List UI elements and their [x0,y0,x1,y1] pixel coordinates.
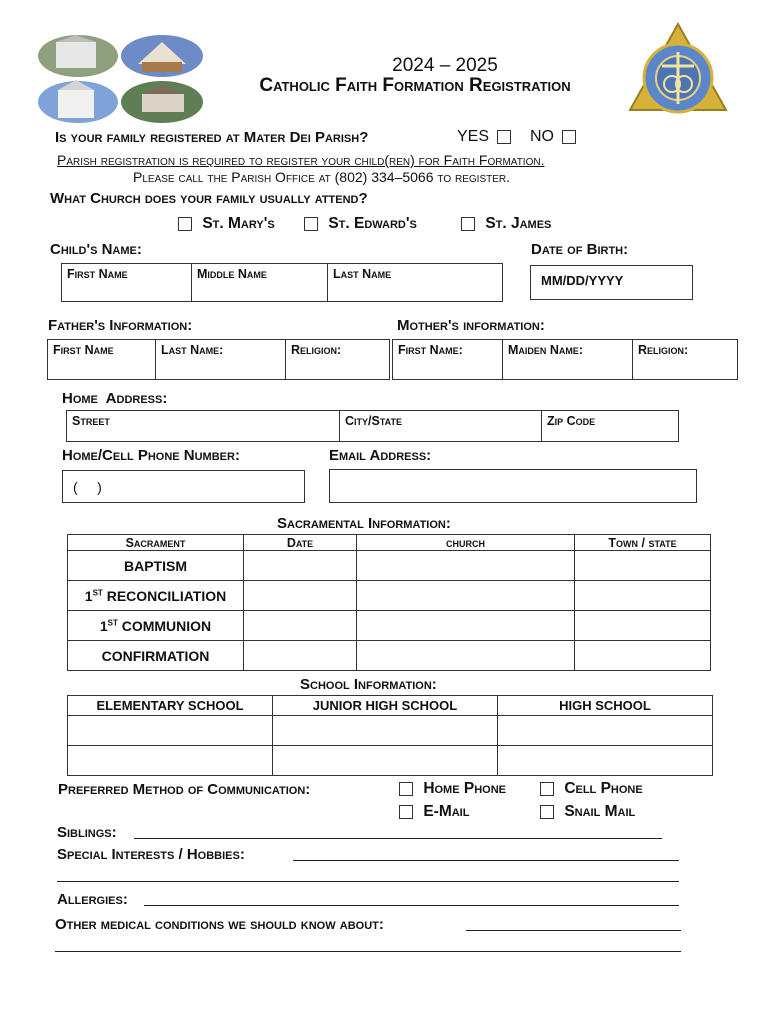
mother-maiden-name-label: Maiden Name: [508,343,584,357]
high-school-cell-1[interactable] [498,716,713,746]
table-row [68,581,711,611]
home-address-label: Home Address: [62,390,168,407]
father-first-name-field[interactable] [48,340,156,379]
email-option-label: E-Mail [423,803,470,820]
communion-church-cell[interactable] [357,611,575,641]
table-row [68,716,713,746]
church-photos-collage [38,34,204,124]
comm-option-cell-phone [540,780,643,798]
elementary-cell-1[interactable] [68,716,273,746]
table-row [68,641,711,671]
no-label: NO [530,128,554,145]
town-state-col-header: Town / state [575,535,711,551]
reconciliation-town-cell[interactable] [575,581,711,611]
comm-option-snail-mail [540,803,635,821]
date-col-header: Date [244,535,357,551]
yes-label: YES [457,128,490,145]
communion-ordinal: 1 [99,617,108,634]
school-table [67,695,713,776]
reconciliation-church-cell[interactable] [357,581,575,611]
table-row [68,551,711,581]
city-state-label: City/State [345,414,402,428]
church-col-header: church [357,535,575,551]
registration-notice-2: Please call the Parish Office at (802) 334–5066 to register. [133,169,510,185]
comm-option-home-phone [399,780,506,798]
church-option-st-marys [178,215,275,233]
registration-notice-1: Parish registration is required to register your child(ren) for Faith Formation. [57,152,545,168]
siblings-label: Siblings: [57,824,117,841]
interests-line-2[interactable] [57,881,679,882]
communion-date-cell[interactable] [244,611,357,641]
yes-checkbox[interactable] [497,130,511,144]
mother-fields [392,339,738,380]
high-school-cell-2[interactable] [498,746,713,776]
table-row [68,611,711,641]
child-last-name-label: Last Name [333,267,392,281]
child-name-fields [61,263,503,302]
high-school-col-header: HIGH SCHOOL [498,696,713,716]
phone-label: Home/Cell Phone Number: [62,447,240,464]
child-middle-name-field[interactable] [192,264,328,301]
st-marys-checkbox[interactable] [178,217,192,231]
phone-area-code: ( ) [73,479,102,495]
communion-town-cell[interactable] [575,611,711,641]
elementary-col-header: ELEMENTARY SCHOOL [68,696,273,716]
dob-label: Date of Birth: [531,241,629,258]
junior-high-col-header: JUNIOR HIGH SCHOOL [273,696,498,716]
st-edwards-label: St. Edward's [328,215,417,232]
church-option-st-edwards [304,215,417,233]
allergies-label: Allergies: [57,891,128,908]
father-last-name-label: Last Name: [161,343,224,357]
cell-phone-label: Cell Phone [564,780,643,797]
child-first-name-label: First Name [67,267,128,281]
child-last-name-field[interactable] [328,264,501,301]
church-question: What Church does your family usually attend? [50,190,368,207]
junior-high-cell-2[interactable] [273,746,498,776]
table-row [68,746,713,776]
father-religion-label: Religion: [291,343,342,357]
father-fields [47,339,390,380]
church-option-st-james [461,215,551,233]
mother-religion-field[interactable] [633,340,736,379]
allergies-line[interactable] [144,905,679,906]
sacraments-table [67,534,711,671]
phone-field[interactable] [62,470,305,503]
school-info-title: School Information: [300,676,437,693]
child-name-label: Child's Name: [50,241,142,258]
zip-code-label: Zip Code [547,414,596,428]
dob-placeholder: MM/DD/YYYY [541,273,624,288]
home-phone-checkbox[interactable] [399,782,413,796]
address-fields [66,410,679,442]
email-label: Email Address: [329,447,432,464]
communion-label [68,611,244,641]
yes-option [457,128,511,146]
confirmation-town-cell[interactable] [575,641,711,671]
father-first-name-label: First Name [53,343,114,357]
mother-maiden-name-field[interactable] [503,340,633,379]
registration-question: Is your family registered at Mater Dei Parish? [55,129,369,146]
father-last-name-field[interactable] [156,340,286,379]
reconciliation-ordinal-sup: ST [92,587,103,597]
page-title: Catholic Faith Formation Registration [259,75,571,96]
snail-mail-label: Snail Mail [564,803,636,820]
reconciliation-ordinal: 1 [84,587,93,604]
society-seal-logo [628,22,728,118]
home-phone-label: Home Phone [423,780,506,797]
communication-label: Preferred Method of Communication: [58,781,311,798]
medical-line[interactable] [466,930,681,931]
street-field[interactable] [67,411,340,441]
email-field[interactable] [329,469,697,503]
header-year: 2024 – 2025 [392,55,498,76]
siblings-line[interactable] [134,838,662,839]
communion-name: COMMUNION [121,617,212,634]
interests-line[interactable] [293,860,679,861]
snail-mail-checkbox[interactable] [540,805,554,819]
dob-field[interactable] [530,265,693,300]
baptism-date-cell[interactable] [244,551,357,581]
confirmation-church-cell[interactable] [357,641,575,671]
st-james-label: St. James [485,215,552,232]
child-first-name-field[interactable] [62,264,192,301]
mother-religion-label: Religion: [638,343,689,357]
city-state-field[interactable] [340,411,542,441]
reconciliation-date-cell[interactable] [244,581,357,611]
reconciliation-label [68,581,244,611]
street-label: Street [72,414,110,428]
mother-info-label: Mother's information: [397,317,545,334]
baptism-label: BAPTISM [68,551,244,581]
cell-phone-checkbox[interactable] [540,782,554,796]
no-checkbox[interactable] [562,130,576,144]
confirmation-label: CONFIRMATION [68,641,244,671]
sacrament-col-header: Sacrament [68,535,244,551]
reconciliation-name: RECONCILIATION [106,587,227,604]
junior-high-cell-1[interactable] [273,716,498,746]
st-marys-label: St. Mary's [202,215,275,232]
baptism-town-cell[interactable] [575,551,711,581]
medical-line-2[interactable] [55,951,681,952]
child-middle-name-label: Middle Name [197,267,267,281]
communion-ordinal-sup: ST [107,617,118,627]
mother-first-name-label: First Name: [398,343,463,357]
zip-code-field[interactable] [542,411,677,441]
elementary-cell-2[interactable] [68,746,273,776]
comm-option-email [399,803,469,821]
no-option [530,128,576,146]
interests-label: Special Interests / Hobbies: [57,846,245,863]
email-checkbox[interactable] [399,805,413,819]
st-james-checkbox[interactable] [461,217,475,231]
confirmation-date-cell[interactable] [244,641,357,671]
baptism-church-cell[interactable] [357,551,575,581]
medical-label: Other medical conditions we should know about: [55,916,384,933]
father-info-label: Father's Information: [48,317,193,334]
sacramental-info-title: Sacramental Information: [277,515,451,532]
mother-first-name-field[interactable] [393,340,503,379]
father-religion-field[interactable] [286,340,388,379]
st-edwards-checkbox[interactable] [304,217,318,231]
